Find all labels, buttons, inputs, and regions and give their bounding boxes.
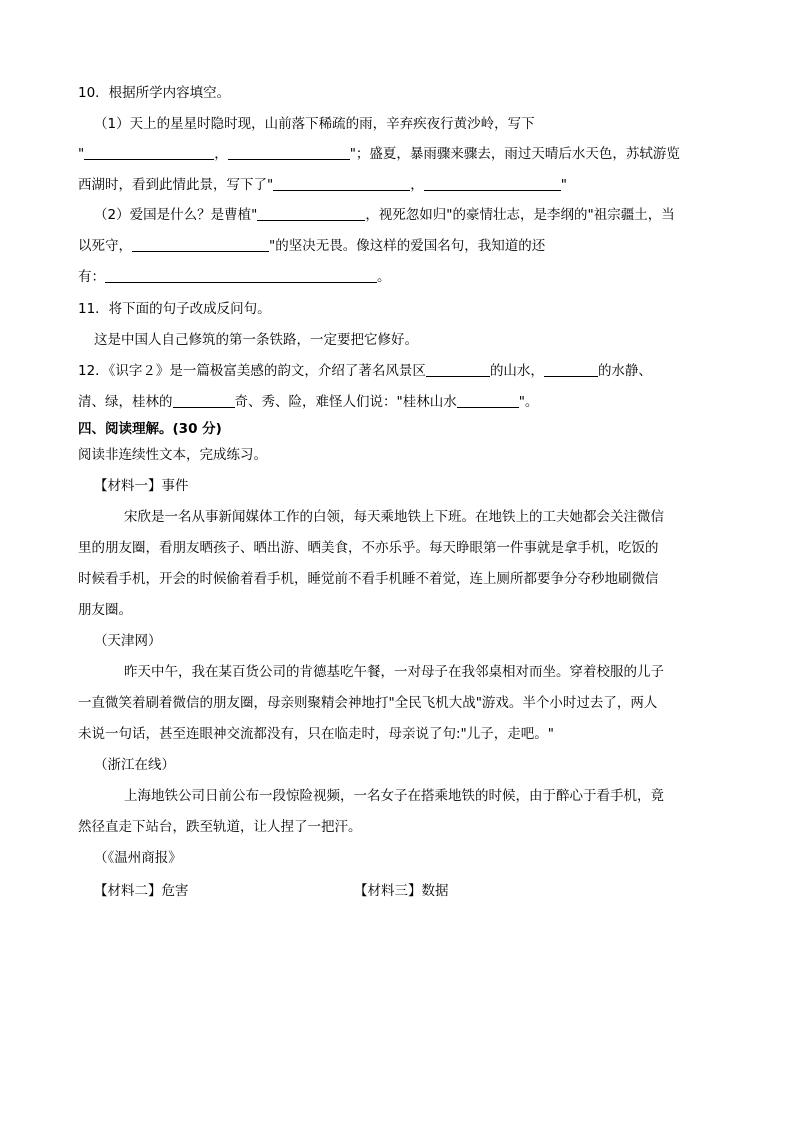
q12-line1: 12．《识字２》是一篇极富美感的韵文，介绍了著名风景区 的山水， 的水静、	[78, 363, 652, 379]
source-label: （浙江在线）	[94, 757, 175, 773]
fill-blank[interactable]	[228, 145, 350, 160]
q12-line2: 清、绿，桂林的 奇、秀、险，难怪人们说："桂林山水 "。	[78, 394, 539, 410]
fill-blank[interactable]	[273, 176, 410, 191]
q10-p1-line1: （1）天上的星星时隐时现，山前落下稀疏的雨，辛弃疾夜行黄沙岭，写下	[94, 116, 535, 132]
fill-blank[interactable]	[457, 393, 519, 408]
q10-p2-line1: （2）爱国是什么？是曹植" ，视死忽如归"的豪情壮志，是李纲的"祖宗疆土，当	[94, 207, 675, 223]
q11-sentence: 这是中国人自己修筑的第一条铁路，一定要把它修好。	[94, 332, 418, 348]
fill-blank[interactable]	[105, 268, 377, 283]
material1-para1-line: 朋友圈。	[78, 602, 132, 618]
q10-p2-line2: 以死守， "的坚决无畏。像这样的爱国名句，我知道的还	[78, 238, 546, 254]
source-label: （天津网）	[94, 633, 162, 649]
q11-title: 11．将下面的句子改成反问句。	[78, 301, 271, 317]
fill-blank[interactable]	[424, 176, 561, 191]
section-intro: 阅读非连续性文本，完成练习。	[78, 447, 267, 463]
material1-para1-line: 里的朋友圈，看朋友晒孩子、晒出游、晒美食，不亦乐乎。每天睁眼第一件事就是拿手机，吃饭的	[78, 540, 659, 556]
fill-blank[interactable]	[173, 393, 235, 408]
material2-heading: 【材料二】危害	[94, 883, 189, 899]
material1-para2-line: 未说一句话，甚至连眼神交流都没有，只在临走时，母亲说了句:"儿子，走吧。"	[78, 726, 554, 742]
source-label: （《温州商报》	[94, 850, 182, 866]
material1-para2-line: 昨天中午，我在某百货公司的肯德基吃午餐，一对母子在我邻桌相对而坐。穿着校服的儿子	[124, 664, 664, 680]
material1-para3-line: 上海地铁公司日前公布一段惊险视频，一名女子在搭乘地铁的时候，由于醉心于看手机，竟	[124, 788, 664, 804]
material3-heading: 【材料三】数据	[354, 883, 449, 899]
fill-blank[interactable]	[132, 237, 269, 252]
section-title: 四、阅读理解。(30 分)	[78, 421, 222, 437]
material1-heading: 【材料一】事件	[94, 478, 189, 494]
q10-p1-line2: " ， "；盛夏，暴雨骤来骤去，雨过天晴后水天色，苏轼游览	[78, 146, 680, 162]
fill-blank[interactable]	[257, 206, 365, 221]
material1-para1-line: 时候看手机，开会的时候偷着看手机，睡觉前不看手机睡不着觉，连上厕所都要争分夺秒地刷微信	[78, 571, 659, 587]
fill-blank[interactable]	[84, 145, 214, 160]
fill-blank[interactable]	[426, 362, 490, 377]
q10-title: 10．根据所学内容填空。	[78, 85, 231, 101]
q10-p2-line3: 有： 。	[78, 269, 391, 285]
material1-para3-line: 然径直走下站台，跌至轨道，让人捏了一把汗。	[78, 819, 362, 835]
material1-para2-line: 一直微笑着刷着微信的朋友圈，母亲则聚精会神地打"全民飞机大战"游戏。半个小时过去了，两人	[78, 695, 658, 711]
q10-p1-line3: 西湖时，看到此情此景，写下了" ， "	[78, 177, 567, 193]
fill-blank[interactable]	[544, 362, 598, 377]
material1-para1-line: 宋欣是一名从事新闻媒体工作的白领，每天乘地铁上下班。在地铁上的工夫她都会关注微信	[124, 509, 664, 525]
